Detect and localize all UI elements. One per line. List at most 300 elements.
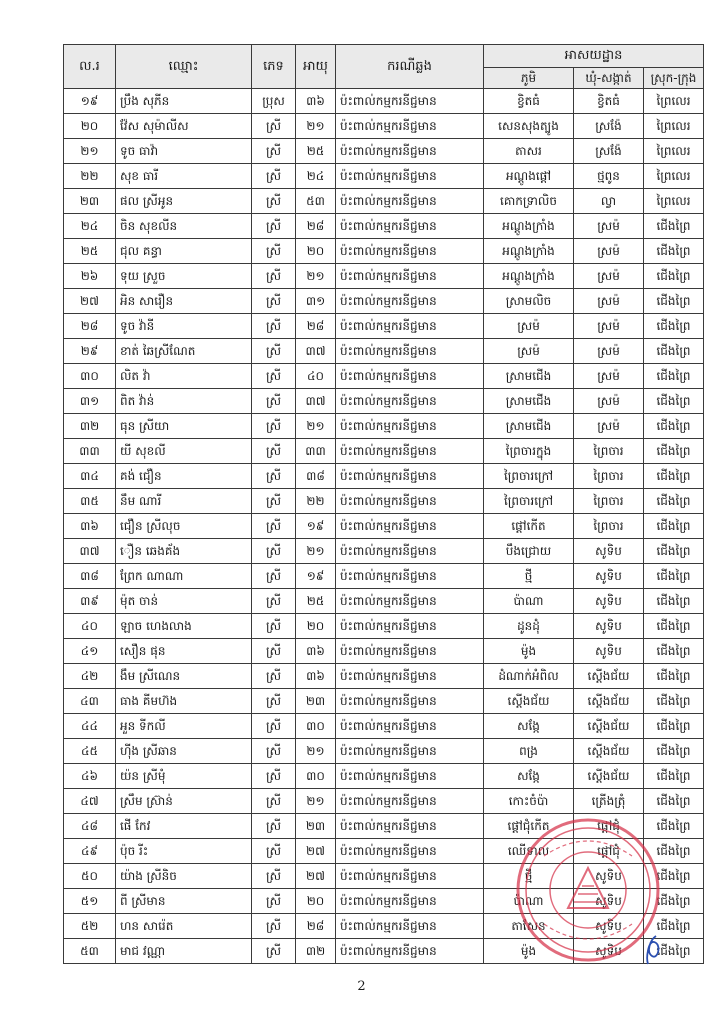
cell-commune: សូទិប bbox=[574, 914, 644, 939]
cell-commune: ស្រម៉ bbox=[574, 239, 644, 264]
cell-no: ៣២ bbox=[64, 414, 116, 439]
cell-name: ប៉ុច រីះ bbox=[116, 839, 252, 864]
cell-commune: សូទិប bbox=[574, 539, 644, 564]
page-number: 2 bbox=[357, 979, 366, 994]
cell-sex: ស្រី bbox=[252, 664, 296, 689]
cell-name: វ៉ែស សុម៉ាលីស bbox=[116, 114, 252, 139]
table-row bbox=[64, 214, 704, 239]
table-row bbox=[64, 114, 704, 139]
table-row bbox=[64, 139, 704, 164]
cell-commune: សូទិប bbox=[574, 939, 644, 964]
cell-no: ២១ bbox=[64, 139, 116, 164]
cell-no: ៤៧ bbox=[64, 789, 116, 814]
cell-name: ទូច វ៉ានី bbox=[116, 314, 252, 339]
cell-age: ២២ bbox=[296, 489, 336, 514]
cell-commune: ស្រម៉ bbox=[574, 414, 644, 439]
cell-case: ប៉ះពាល់កម្មករនីជ្ជមាន bbox=[336, 864, 484, 889]
cell-sex: ស្រី bbox=[252, 714, 296, 739]
cell-district: ជើងព្រៃ bbox=[644, 414, 704, 439]
cell-sex: ស្រី bbox=[252, 164, 296, 189]
cell-commune: ព្រៃចារ bbox=[574, 489, 644, 514]
cell-sex: ស្រី bbox=[252, 139, 296, 164]
cell-commune: ស្តើងជ័យ bbox=[574, 764, 644, 789]
cell-age: ៣០ bbox=[296, 764, 336, 789]
cell-age: ២៨ bbox=[296, 314, 336, 339]
header-district: ស្រុក-ក្រុង bbox=[644, 68, 704, 89]
cell-district: ជើងព្រៃ bbox=[644, 314, 704, 339]
cell-village: ស្រាមលិច bbox=[484, 289, 574, 314]
cell-commune: ស្តើងជ័យ bbox=[574, 664, 644, 689]
cell-village: សង្កែ bbox=[484, 714, 574, 739]
cell-village: ដូនដុំ bbox=[484, 614, 574, 639]
cell-age: ៥៣ bbox=[296, 189, 336, 214]
cell-case: ប៉ះពាល់កម្មករនីជ្ជមាន bbox=[336, 789, 484, 814]
cell-district: ជើងព្រៃ bbox=[644, 839, 704, 864]
table-row bbox=[64, 664, 704, 689]
cell-sex: ស្រី bbox=[252, 689, 296, 714]
header-village: ភូមិ bbox=[484, 68, 574, 89]
table-row bbox=[64, 189, 704, 214]
cell-case: ប៉ះពាល់កម្មករនីជ្ជមាន bbox=[336, 539, 484, 564]
cell-name: លិត វ៉ា bbox=[116, 364, 252, 389]
cell-no: ២៦ bbox=[64, 264, 116, 289]
table-row bbox=[64, 339, 704, 364]
cell-district: ជើងព្រៃ bbox=[644, 739, 704, 764]
cell-commune: សូទិប bbox=[574, 889, 644, 914]
cell-district: ជើងព្រៃ bbox=[644, 914, 704, 939]
cell-commune: ព្រៃចារ bbox=[574, 514, 644, 539]
cell-age: ៣៦ bbox=[296, 639, 336, 664]
cell-age: ២៧ bbox=[296, 864, 336, 889]
cell-village: ថ្មី bbox=[484, 864, 574, 889]
cell-sex: ស្រី bbox=[252, 264, 296, 289]
table-row bbox=[64, 714, 704, 739]
cell-district: ជើងព្រៃ bbox=[644, 664, 704, 689]
cell-district: ព្រៃលេរ bbox=[644, 89, 704, 114]
cell-village: ស្រម៉ bbox=[484, 339, 574, 364]
cell-name: អិន សារឿន bbox=[116, 289, 252, 314]
cell-age: ២១ bbox=[296, 739, 336, 764]
table-row bbox=[64, 289, 704, 314]
cell-sex: ស្រី bbox=[252, 864, 296, 889]
cell-district: ជើងព្រៃ bbox=[644, 264, 704, 289]
cell-age: ៣២ bbox=[296, 939, 336, 964]
cell-village: ប៉ាណា bbox=[484, 589, 574, 614]
cell-case: ប៉ះពាល់កម្មករនីជ្ជមាន bbox=[336, 189, 484, 214]
header-address: អាសយដ្ឋាន bbox=[484, 45, 704, 68]
cell-commune: ស្រម៉ bbox=[574, 364, 644, 389]
cell-village: កោះចំប៉ា bbox=[484, 789, 574, 814]
table-row bbox=[64, 764, 704, 789]
table-row bbox=[64, 564, 704, 589]
cell-case: ប៉ះពាល់កម្មករនីជ្ជមាន bbox=[336, 689, 484, 714]
cell-village: ស្តើងជ័យ bbox=[484, 689, 574, 714]
cell-district: ព្រៃលេរ bbox=[644, 164, 704, 189]
cell-age: ២១ bbox=[296, 789, 336, 814]
cell-sex: ប្រុស bbox=[252, 89, 296, 114]
cell-district: ជើងព្រៃ bbox=[644, 814, 704, 839]
cell-village: ផ្តៅជុំកើត bbox=[484, 814, 574, 839]
cell-sex: ស្រី bbox=[252, 439, 296, 464]
cell-case: ប៉ះពាល់កម្មករនីជ្ជមាន bbox=[336, 289, 484, 314]
cell-age: ១៩ bbox=[296, 564, 336, 589]
header-case: ករណីឆ្លង bbox=[336, 45, 484, 89]
table-row bbox=[64, 614, 704, 639]
cell-village: ម៉ូង bbox=[484, 939, 574, 964]
cell-commune: ស្រម៉ bbox=[574, 289, 644, 314]
cell-commune: ស្តើងជ័យ bbox=[574, 714, 644, 739]
cell-case: ប៉ះពាល់កម្មករនីជ្ជមាន bbox=[336, 589, 484, 614]
cell-name: ចិន សុខលីន bbox=[116, 214, 252, 239]
cell-commune: ថ្មពូន bbox=[574, 164, 644, 189]
cell-age: ៣០ bbox=[296, 714, 336, 739]
cell-commune: ស្រម៉ bbox=[574, 314, 644, 339]
cell-commune: សូទិប bbox=[574, 864, 644, 889]
cell-village: ដំណាក់អំពិល bbox=[484, 664, 574, 689]
table-row bbox=[64, 264, 704, 289]
cell-case: ប៉ះពាល់កម្មករនីជ្ជមាន bbox=[336, 714, 484, 739]
table-row bbox=[64, 639, 704, 664]
cell-age: ២១ bbox=[296, 114, 336, 139]
cell-name: ជុល គន្ធា bbox=[116, 239, 252, 264]
cell-sex: ស្រី bbox=[252, 489, 296, 514]
cell-village: ស្រម៉ bbox=[484, 314, 574, 339]
cell-village: ស្រាមជើង bbox=[484, 389, 574, 414]
cell-district: ជើងព្រៃ bbox=[644, 489, 704, 514]
cell-commune: ស្តើងជ័យ bbox=[574, 739, 644, 764]
cell-no: ៣៩ bbox=[64, 589, 116, 614]
cell-case: ប៉ះពាល់កម្មករនីជ្ជមាន bbox=[336, 489, 484, 514]
cell-commune: ស្រង៉ែ bbox=[574, 114, 644, 139]
cell-sex: ស្រី bbox=[252, 639, 296, 664]
cell-case: ប៉ះពាល់កម្មករនីជ្ជមាន bbox=[336, 139, 484, 164]
cell-name: សុខ ធារី bbox=[116, 164, 252, 189]
cell-no: ១៩ bbox=[64, 89, 116, 114]
cell-sex: ស្រី bbox=[252, 564, 296, 589]
cell-no: ៥១ bbox=[64, 889, 116, 914]
cell-no: ៥០ bbox=[64, 864, 116, 889]
cell-commune: សូទិប bbox=[574, 564, 644, 589]
cell-commune: ព្រៃចារ bbox=[574, 439, 644, 464]
cell-sex: ស្រី bbox=[252, 889, 296, 914]
cell-case: ប៉ះពាល់កម្មករនីជ្ជមាន bbox=[336, 889, 484, 914]
cell-name: ម៉ុត ចាន់ bbox=[116, 589, 252, 614]
cell-name: ធុន ស្រីយា bbox=[116, 414, 252, 439]
cell-age: ១៩ bbox=[296, 514, 336, 539]
cell-district: ជើងព្រៃ bbox=[644, 614, 704, 639]
cell-commune: ស្រង៉ែ bbox=[574, 139, 644, 164]
cell-district: ជើងព្រៃ bbox=[644, 589, 704, 614]
cell-village: អណ្តូងផ្តៅ bbox=[484, 164, 574, 189]
cell-district: ជើងព្រៃ bbox=[644, 864, 704, 889]
cell-no: ៣៨ bbox=[64, 564, 116, 589]
header-no: ល.រ bbox=[64, 45, 116, 89]
cell-district: ជើងព្រៃ bbox=[644, 364, 704, 389]
cell-case: ប៉ះពាល់កម្មករនីជ្ជមាន bbox=[336, 564, 484, 589]
cell-village: ប៉ាណា bbox=[484, 889, 574, 914]
signature-icon bbox=[640, 932, 666, 966]
cell-sex: ស្រី bbox=[252, 189, 296, 214]
cell-no: ៣៥ bbox=[64, 489, 116, 514]
cell-age: ៣៦ bbox=[296, 664, 336, 689]
cell-case: ប៉ះពាល់កម្មករនីជ្ជមាន bbox=[336, 814, 484, 839]
header-sex: ភេទ bbox=[252, 45, 296, 89]
cell-age: ២១ bbox=[296, 539, 336, 564]
cell-case: ប៉ះពាល់កម្មករនីជ្ជមាន bbox=[336, 739, 484, 764]
cell-sex: ស្រី bbox=[252, 239, 296, 264]
cell-sex: ស្រី bbox=[252, 789, 296, 814]
cell-no: ២៩ bbox=[64, 339, 116, 364]
cell-village: ម៉ូង bbox=[484, 639, 574, 664]
header-name: ឈ្មោះ bbox=[116, 45, 252, 89]
cell-commune: ល្វា bbox=[574, 189, 644, 214]
cell-commune: ស្រម៉ bbox=[574, 214, 644, 239]
cell-sex: ស្រី bbox=[252, 739, 296, 764]
cell-age: ៣៨ bbox=[296, 464, 336, 489]
cell-commune: សូទិប bbox=[574, 639, 644, 664]
cell-case: ប៉ះពាល់កម្មករនីជ្ជមាន bbox=[336, 364, 484, 389]
header-commune: ឃុំ-សង្កាត់ bbox=[574, 68, 644, 89]
cell-village: អណ្តូងក្រាំង bbox=[484, 214, 574, 239]
cell-village: ព្រៃចារក្រៅ bbox=[484, 464, 574, 489]
table-row bbox=[64, 739, 704, 764]
cell-age: ២០ bbox=[296, 239, 336, 264]
cell-name: អួន ទីកលី bbox=[116, 714, 252, 739]
cell-district: ព្រៃលេរ bbox=[644, 114, 704, 139]
cell-name: ងឹម ស្រីណេន bbox=[116, 664, 252, 689]
table-row bbox=[64, 314, 704, 339]
cell-no: ៣៣ bbox=[64, 439, 116, 464]
cell-name: ហ៊ីង ស្រីឆាន bbox=[116, 739, 252, 764]
cell-sex: ស្រី bbox=[252, 114, 296, 139]
cell-case: ប៉ះពាល់កម្មករនីជ្ជមាន bbox=[336, 764, 484, 789]
cell-district: ជើងព្រៃ bbox=[644, 389, 704, 414]
cell-sex: ស្រី bbox=[252, 339, 296, 364]
cell-no: ៤៣ bbox=[64, 689, 116, 714]
cell-district: ជើងព្រៃ bbox=[644, 539, 704, 564]
cell-case: ប៉ះពាល់កម្មករនីជ្ជមាន bbox=[336, 464, 484, 489]
cell-case: ប៉ះពាល់កម្មករនីជ្ជមាន bbox=[336, 939, 484, 964]
cell-name: មាជ វណ្ណា bbox=[116, 939, 252, 964]
cell-no: ៤៨ bbox=[64, 814, 116, 839]
cell-name: ផល ស្រីអូន bbox=[116, 189, 252, 214]
cell-sex: ស្រី bbox=[252, 939, 296, 964]
cell-case: ប៉ះពាល់កម្មករនីជ្ជមាន bbox=[336, 314, 484, 339]
cell-village: ព្រៃចារក្រៅ bbox=[484, 489, 574, 514]
cell-district: ជើងព្រៃ bbox=[644, 889, 704, 914]
cell-no: ៤៩ bbox=[64, 839, 116, 864]
cell-name: ទុយ ស្រួច bbox=[116, 264, 252, 289]
table-row bbox=[64, 439, 704, 464]
cell-no: ៤០ bbox=[64, 614, 116, 639]
table-row bbox=[64, 489, 704, 514]
cell-case: ប៉ះពាល់កម្មករនីជ្ជមាន bbox=[336, 264, 484, 289]
cell-village: សេនសុងត្បូង bbox=[484, 114, 574, 139]
table-row bbox=[64, 464, 704, 489]
cell-no: ៤២ bbox=[64, 664, 116, 689]
cell-age: ២៥ bbox=[296, 139, 336, 164]
cell-commune: ព្រៃចារ bbox=[574, 464, 644, 489]
cell-sex: ស្រី bbox=[252, 839, 296, 864]
cell-name: ស្រឹម ស្រ៊ាន់ bbox=[116, 789, 252, 814]
cell-no: ២៤ bbox=[64, 214, 116, 239]
cell-village: ពង្រ bbox=[484, 739, 574, 764]
table-row bbox=[64, 539, 704, 564]
cell-village: ថ្មី bbox=[484, 564, 574, 589]
cell-commune: សូទិប bbox=[574, 614, 644, 639]
cell-age: ២៣ bbox=[296, 814, 336, 839]
cell-age: ២៨ bbox=[296, 914, 336, 939]
cell-commune: ត្រើងត្រុំ bbox=[574, 789, 644, 814]
cell-case: ប៉ះពាល់កម្មករនីជ្ជមាន bbox=[336, 614, 484, 639]
cell-commune: ស្រម៉ bbox=[574, 389, 644, 414]
cell-district: ជើងព្រៃ bbox=[644, 689, 704, 714]
cell-village: ផ្តៅកើត bbox=[484, 514, 574, 539]
cell-case: ប៉ះពាល់កម្មករនីជ្ជមាន bbox=[336, 339, 484, 364]
cell-case: ប៉ះពាល់កម្មករនីជ្ជមាន bbox=[336, 389, 484, 414]
cell-name: គង់ ជឿន bbox=[116, 464, 252, 489]
cell-sex: ស្រី bbox=[252, 814, 296, 839]
cell-case: ប៉ះពាល់កម្មករនីជ្ជមាន bbox=[336, 414, 484, 439]
cell-sex: ស្រី bbox=[252, 764, 296, 789]
cell-district: ជើងព្រៃ bbox=[644, 339, 704, 364]
cell-age: ៣៣ bbox=[296, 439, 336, 464]
cell-sex: ស្រី bbox=[252, 589, 296, 614]
cell-district: ជើងព្រៃ bbox=[644, 464, 704, 489]
cell-age: ២៤ bbox=[296, 164, 336, 189]
cell-village: អណ្តូងក្រាំង bbox=[484, 239, 574, 264]
cell-no: ២៥ bbox=[64, 239, 116, 264]
cell-name: យី សុខលី bbox=[116, 439, 252, 464]
cell-case: ប៉ះពាល់កម្មករនីជ្ជមាន bbox=[336, 214, 484, 239]
cell-no: ២៣ bbox=[64, 189, 116, 214]
cell-age: ៣៧ bbox=[296, 389, 336, 414]
cell-commune: ផ្តៅជុំ bbox=[574, 839, 644, 864]
cell-district: ជើងព្រៃ bbox=[644, 639, 704, 664]
cell-name: ទូច ធាវ៉ា bbox=[116, 139, 252, 164]
cell-district: ជើងព្រៃ bbox=[644, 764, 704, 789]
table-row bbox=[64, 589, 704, 614]
cell-village: ខ្វិតធំ bbox=[484, 89, 574, 114]
cell-sex: ស្រី bbox=[252, 289, 296, 314]
cell-case: ប៉ះពាល់កម្មករនីជ្ជមាន bbox=[336, 839, 484, 864]
cell-name: ផេី កែវ bbox=[116, 814, 252, 839]
cell-commune: ផ្តៅជុំ bbox=[574, 814, 644, 839]
cell-name: ព្រែក ណាណា bbox=[116, 564, 252, 589]
cell-sex: ស្រី bbox=[252, 389, 296, 414]
cell-age: ២៧ bbox=[296, 839, 336, 864]
cell-no: ៤១ bbox=[64, 639, 116, 664]
cell-district: ជើងព្រៃ bbox=[644, 714, 704, 739]
table-row bbox=[64, 689, 704, 714]
cell-sex: ស្រី bbox=[252, 539, 296, 564]
table-row bbox=[64, 164, 704, 189]
cell-district: ជើងព្រៃ bbox=[644, 939, 704, 964]
table-row bbox=[64, 789, 704, 814]
cell-case: ប៉ះពាល់កម្មករនីជ្ជមាន bbox=[336, 664, 484, 689]
cell-age: ២១ bbox=[296, 414, 336, 439]
cell-name: ឿន ឆេងគ័ង bbox=[116, 539, 252, 564]
cell-village: តាសែន bbox=[484, 914, 574, 939]
cell-village: ឈើទាល bbox=[484, 839, 574, 864]
cell-name: ខាត់ ឆៃស្រីណែត bbox=[116, 339, 252, 364]
cell-sex: ស្រី bbox=[252, 214, 296, 239]
cell-village: បឹងជ្រោយ bbox=[484, 539, 574, 564]
cell-no: ៤៤ bbox=[64, 714, 116, 739]
cell-age: ៤០ bbox=[296, 364, 336, 389]
cell-sex: ស្រី bbox=[252, 314, 296, 339]
cell-case: ប៉ះពាល់កម្មករនីជ្ជមាន bbox=[336, 114, 484, 139]
cell-sex: ស្រី bbox=[252, 514, 296, 539]
cell-district: ជើងព្រៃ bbox=[644, 514, 704, 539]
table-row bbox=[64, 414, 704, 439]
cell-name: ពី ស្រីមាន bbox=[116, 889, 252, 914]
cell-name: យ៉ាង ស្រីនិច bbox=[116, 864, 252, 889]
cell-district: ជើងព្រៃ bbox=[644, 239, 704, 264]
cell-sex: ស្រី bbox=[252, 914, 296, 939]
table-header bbox=[64, 45, 704, 89]
cell-village: ស្រាមជើង bbox=[484, 414, 574, 439]
cell-age: ២៥ bbox=[296, 589, 336, 614]
cell-district: ព្រៃលេរ bbox=[644, 189, 704, 214]
cell-village: សង្កែ bbox=[484, 764, 574, 789]
cell-case: ប៉ះពាល់កម្មករនីជ្ជមាន bbox=[336, 514, 484, 539]
cell-no: ៥៣ bbox=[64, 939, 116, 964]
cell-village: ស្រាមជើង bbox=[484, 364, 574, 389]
table-row bbox=[64, 364, 704, 389]
header-age: អាយុ bbox=[296, 45, 336, 89]
cell-case: ប៉ះពាល់កម្មករនីជ្ជមាន bbox=[336, 439, 484, 464]
cell-village: អណ្តូងក្រាំង bbox=[484, 264, 574, 289]
cell-no: ២២ bbox=[64, 164, 116, 189]
cell-name: ប្រឹង សុភីន bbox=[116, 89, 252, 114]
cell-age: ៣១ bbox=[296, 289, 336, 314]
cell-no: ៣៤ bbox=[64, 464, 116, 489]
cell-name: ឡាច ហេងលាង bbox=[116, 614, 252, 639]
cell-district: ជើងព្រៃ bbox=[644, 289, 704, 314]
cell-case: ប៉ះពាល់កម្មករនីជ្ជមាន bbox=[336, 639, 484, 664]
cell-no: ៣០ bbox=[64, 364, 116, 389]
cell-commune: ស្រម៉ bbox=[574, 339, 644, 364]
cell-age: ២០ bbox=[296, 614, 336, 639]
cell-no: ៣៧ bbox=[64, 539, 116, 564]
cell-district: ព្រៃលេរ bbox=[644, 139, 704, 164]
cell-age: ២៨ bbox=[296, 214, 336, 239]
cell-village: ព្រៃចារក្នុង bbox=[484, 439, 574, 464]
cell-name: ជឿន ស្រីលុច bbox=[116, 514, 252, 539]
cell-district: ជើងព្រៃ bbox=[644, 564, 704, 589]
cell-name: សឿន ផុន bbox=[116, 639, 252, 664]
cell-sex: ស្រី bbox=[252, 364, 296, 389]
table-row bbox=[64, 89, 704, 114]
cell-age: ៣៧ bbox=[296, 339, 336, 364]
cell-no: ៤៥ bbox=[64, 739, 116, 764]
cell-commune: ស្រម៉ bbox=[574, 264, 644, 289]
cell-district: ជើងព្រៃ bbox=[644, 789, 704, 814]
cell-commune: សូទិប bbox=[574, 589, 644, 614]
cell-name: យ៉ន ស្រីមុំ bbox=[116, 764, 252, 789]
cell-village: គោកទ្រាលិច bbox=[484, 189, 574, 214]
cell-no: ៤៦ bbox=[64, 764, 116, 789]
cell-sex: ស្រី bbox=[252, 464, 296, 489]
table-row bbox=[64, 514, 704, 539]
cell-age: ២៣ bbox=[296, 689, 336, 714]
cell-case: ប៉ះពាល់កម្មករនីជ្ជមាន bbox=[336, 89, 484, 114]
cell-village: តាសរ bbox=[484, 139, 574, 164]
cell-name: នឹម ណារី bbox=[116, 489, 252, 514]
cell-no: ២៧ bbox=[64, 289, 116, 314]
cell-name: ហន សារ៉េត bbox=[116, 914, 252, 939]
